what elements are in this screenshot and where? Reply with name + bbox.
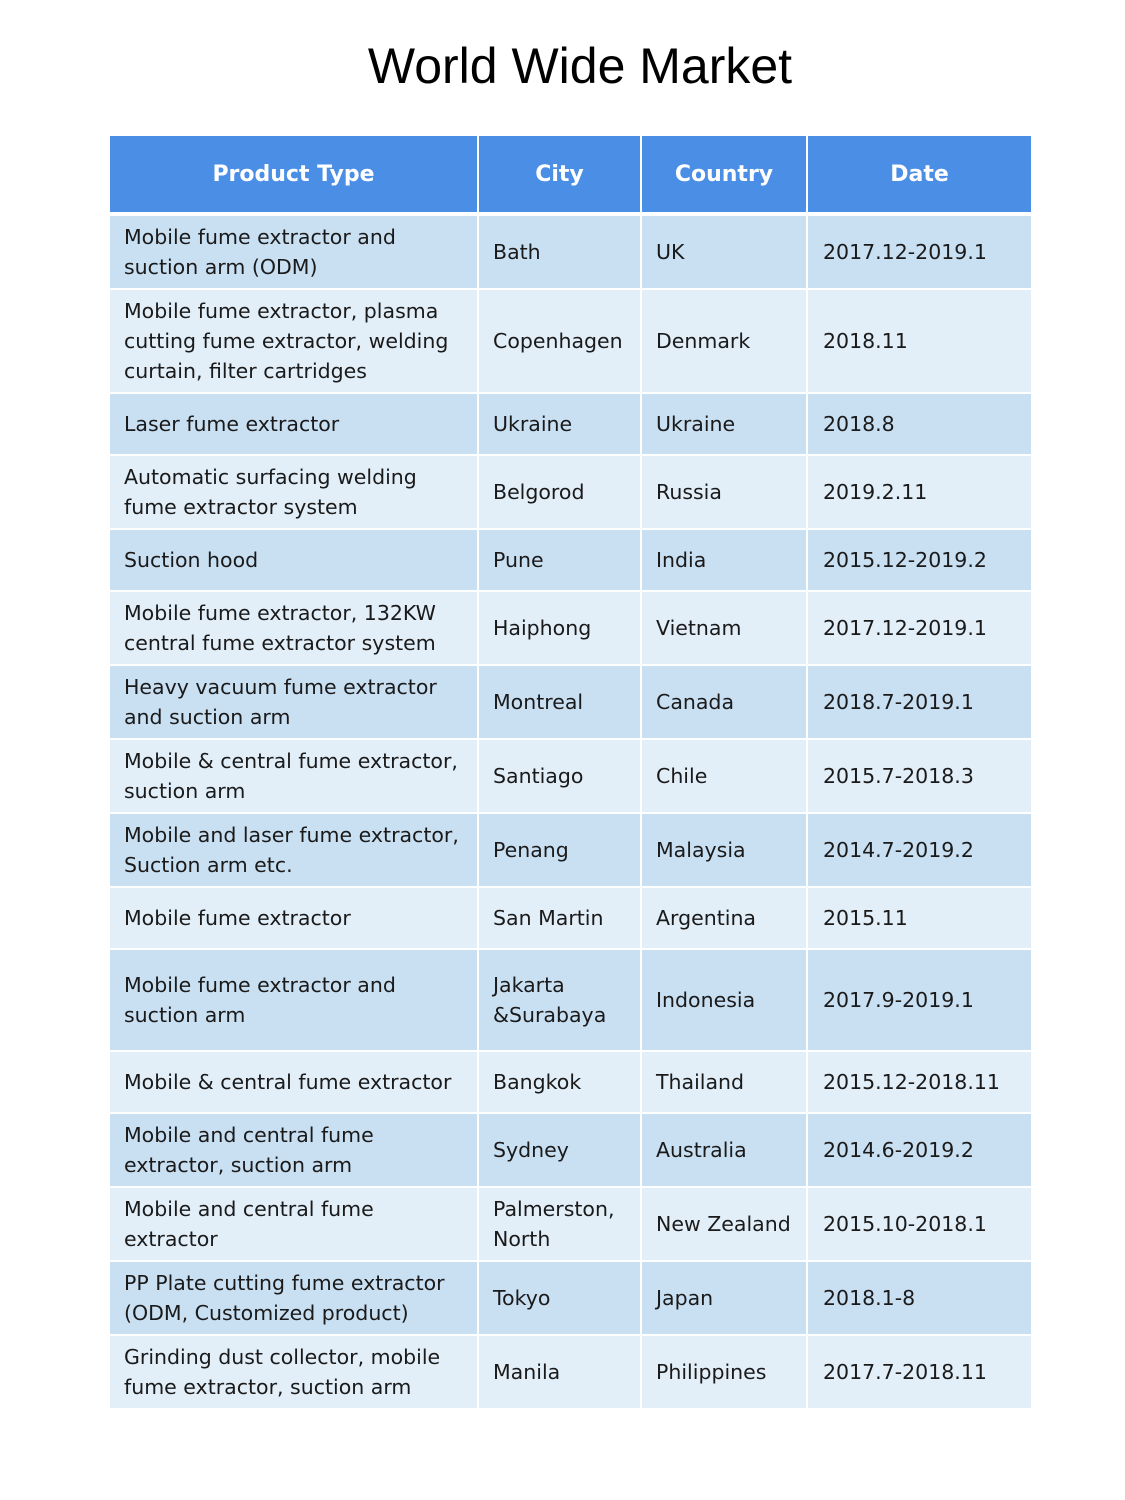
cell-date: 2017.12-2019.1 <box>807 214 1031 289</box>
cell-date: 2018.7-2019.1 <box>807 665 1031 739</box>
cell-country: Denmark <box>641 289 807 393</box>
header-date: Date <box>807 136 1031 214</box>
cell-product: Mobile fume extractor, plasma cutting fume extractor, welding curtain, filter cartridges <box>110 289 478 393</box>
header-country: Country <box>641 136 807 214</box>
table-row <box>110 214 1031 289</box>
cell-country: Indonesia <box>641 949 807 1051</box>
market-table <box>110 136 1031 1410</box>
cell-product: Mobile fume extractor and suction arm <box>110 949 478 1051</box>
cell-product: Mobile & central fume extractor <box>110 1051 478 1113</box>
table-row <box>110 289 1031 393</box>
cell-city: Bangkok <box>478 1051 641 1113</box>
table-row <box>110 393 1031 455</box>
cell-date: 2015.11 <box>807 887 1031 949</box>
cell-city: Ukraine <box>478 393 641 455</box>
table-row <box>110 1335 1031 1409</box>
cell-country: Thailand <box>641 1051 807 1113</box>
cell-product: Mobile fume extractor, 132KW central fume extractor system <box>110 591 478 665</box>
cell-date: 2014.6-2019.2 <box>807 1113 1031 1187</box>
cell-country: Japan <box>641 1261 807 1335</box>
cell-country: New Zealand <box>641 1187 807 1261</box>
cell-date: 2018.11 <box>807 289 1031 393</box>
cell-city: Haiphong <box>478 591 641 665</box>
cell-product: Mobile and central fume extractor <box>110 1187 478 1261</box>
table-row <box>110 591 1031 665</box>
table-body <box>110 214 1031 1409</box>
cell-product: Laser fume extractor <box>110 393 478 455</box>
cell-date: 2015.10-2018.1 <box>807 1187 1031 1261</box>
cell-product: Grinding dust collector, mobile fume extractor, suction arm <box>110 1335 478 1409</box>
cell-country: Chile <box>641 739 807 813</box>
table-header-row <box>110 136 1031 214</box>
cell-date: 2018.1-8 <box>807 1261 1031 1335</box>
cell-country: India <box>641 529 807 591</box>
cell-city: Belgorod <box>478 455 641 529</box>
table-row <box>110 529 1031 591</box>
cell-city: Penang <box>478 813 641 887</box>
page-title: World Wide Market <box>367 38 793 94</box>
table-row <box>110 813 1031 887</box>
cell-country: Vietnam <box>641 591 807 665</box>
cell-city: Pune <box>478 529 641 591</box>
cell-country: Russia <box>641 455 807 529</box>
cell-product: Mobile and central fume extractor, suction arm <box>110 1113 478 1187</box>
cell-product: Automatic surfacing welding fume extractor system <box>110 455 478 529</box>
cell-city: San Martin <box>478 887 641 949</box>
cell-city: Bath <box>478 214 641 289</box>
cell-date: 2015.7-2018.3 <box>807 739 1031 813</box>
table-row <box>110 1051 1031 1113</box>
cell-date: 2015.12-2018.11 <box>807 1051 1031 1113</box>
table-row <box>110 1113 1031 1187</box>
cell-product: PP Plate cutting fume extractor (ODM, Customized product) <box>110 1261 478 1335</box>
cell-country: Malaysia <box>641 813 807 887</box>
cell-product: Suction hood <box>110 529 478 591</box>
table-row <box>110 949 1031 1051</box>
cell-city: Tokyo <box>478 1261 641 1335</box>
table-row <box>110 1187 1031 1261</box>
header-city: City <box>478 136 641 214</box>
table-row <box>110 739 1031 813</box>
header-product-type: Product Type <box>110 136 478 214</box>
cell-country: UK <box>641 214 807 289</box>
cell-city: Palmerston, North <box>478 1187 641 1261</box>
cell-date: 2018.8 <box>807 393 1031 455</box>
cell-date: 2017.9-2019.1 <box>807 949 1031 1051</box>
cell-date: 2017.7-2018.11 <box>807 1335 1031 1409</box>
table-row <box>110 455 1031 529</box>
cell-product: Heavy vacuum fume extractor and suction arm <box>110 665 478 739</box>
cell-date: 2014.7-2019.2 <box>807 813 1031 887</box>
cell-city: Montreal <box>478 665 641 739</box>
cell-country: Ukraine <box>641 393 807 455</box>
cell-country: Philippines <box>641 1335 807 1409</box>
cell-city: Manila <box>478 1335 641 1409</box>
cell-country: Argentina <box>641 887 807 949</box>
cell-date: 2019.2.11 <box>807 455 1031 529</box>
cell-product: Mobile fume extractor <box>110 887 478 949</box>
cell-city: Copenhagen <box>478 289 641 393</box>
cell-product: Mobile fume extractor and suction arm (ODM) <box>110 214 478 289</box>
cell-country: Australia <box>641 1113 807 1187</box>
table-row <box>110 887 1031 949</box>
cell-date: 2017.12-2019.1 <box>807 591 1031 665</box>
table-row <box>110 1261 1031 1335</box>
cell-country: Canada <box>641 665 807 739</box>
cell-date: 2015.12-2019.2 <box>807 529 1031 591</box>
cell-city: Santiago <box>478 739 641 813</box>
table-row <box>110 665 1031 739</box>
cell-product: Mobile & central fume extractor, suction arm <box>110 739 478 813</box>
cell-city: Sydney <box>478 1113 641 1187</box>
cell-city: Jakarta &Surabaya <box>478 949 641 1051</box>
cell-product: Mobile and laser fume extractor, Suction arm etc. <box>110 813 478 887</box>
